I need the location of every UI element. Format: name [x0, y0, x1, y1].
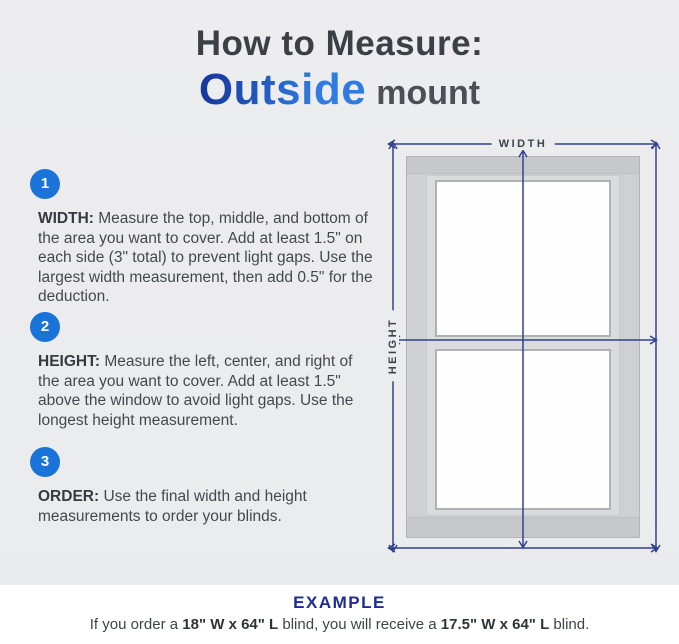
page-title: How to Measure:	[195, 24, 484, 63]
page-subtitle	[0, 65, 679, 115]
step-1-label: WIDTH:	[38, 210, 94, 227]
example-prefix: If you order a	[89, 616, 183, 633]
step-3-badge: 3	[30, 447, 60, 477]
step-3-body: Use the final width and height measurements to order your blinds.	[38, 488, 307, 525]
mount-type-suffix: mount	[376, 74, 481, 112]
step-order	[30, 447, 378, 526]
example-received-size: 17.5" W x 64" L	[440, 616, 550, 633]
step-3-text	[38, 487, 376, 526]
step-width	[30, 169, 378, 307]
step-2-label: HEIGHT:	[38, 353, 100, 370]
example-ordered-size: 18" W x 64" L	[182, 616, 279, 633]
example-heading: EXAMPLE	[293, 593, 386, 612]
step-1-text	[38, 209, 376, 307]
step-2-body: Measure the left, center, and right of the area you want to cover. Add at least 1.5" above the window to avoid light gaps. Use the longest height measurement.	[38, 353, 354, 429]
example-footer	[0, 585, 679, 644]
measurement-arrows-icon	[380, 130, 672, 592]
width-dimension-label: WIDTH	[492, 138, 555, 150]
step-1-body: Measure the top, middle, and bottom of the area you want to cover. Add at least 1.5" on each side (3" total) to prevent light gaps. Use the largest width measurement, then add 0.5" for the deduction.	[38, 210, 373, 305]
page-header	[0, 24, 679, 115]
example-sentence	[0, 616, 679, 633]
window-measurement-diagram	[380, 130, 672, 592]
step-2-badge: 2	[30, 312, 60, 342]
step-3-label: ORDER:	[38, 488, 100, 505]
step-2-text	[38, 352, 376, 430]
height-dimension-label: HEIGHT	[387, 311, 399, 382]
mount-type-highlight: Outside	[198, 65, 367, 114]
step-1-badge: 1	[30, 169, 60, 199]
example-suffix: blind.	[549, 616, 590, 633]
step-height	[30, 312, 378, 430]
example-middle: blind, you will receive a	[278, 616, 441, 633]
